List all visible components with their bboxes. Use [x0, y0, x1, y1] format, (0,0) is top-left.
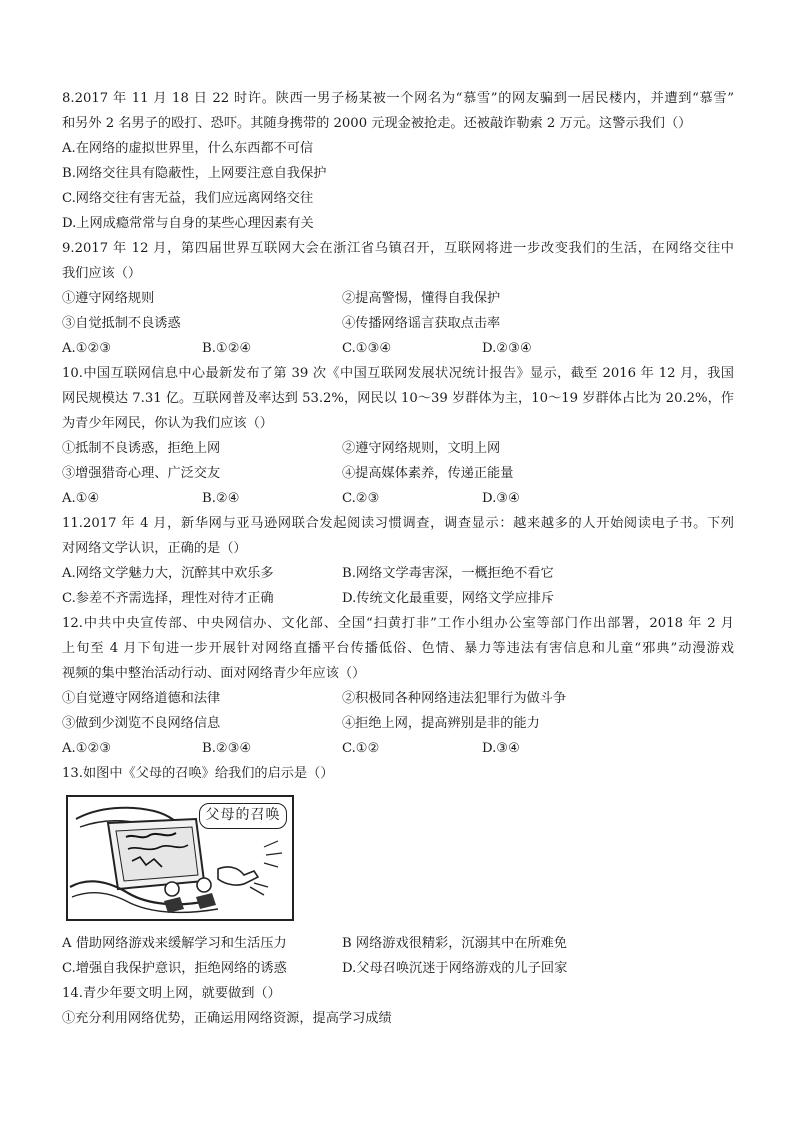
q9-choice-d: D.②③④	[482, 341, 532, 356]
q10-choice-c: C.②③	[342, 491, 380, 506]
q9-stem-line-1: 9.2017 年 12 月，第四届世界互联网大会在浙江省乌镇召开，互联网将进一步改变我们的生活，在网络交往中	[62, 241, 734, 256]
q13-option-b: B 网络游戏很精彩，沉溺其中在所难免	[342, 936, 567, 951]
q8-stem-line-1: 8.2017 年 11 月 18 日 22 时许。陕西一男子杨某被一个网名为“慕雪”的网友骗到一居民楼内，并遭到“慕雪”	[62, 91, 734, 106]
q11-stem-line-1: 11.2017 年 4 月，新华网与亚马逊网联合发起阅读习惯调查，调查显示：越来越多的人开始阅读电子书。下列	[62, 516, 734, 531]
q13-stem: 13.如图中《父母的召唤》给我们的启示是（）	[62, 766, 334, 781]
q12-item-4: ④拒绝上网，提高辨别是非的能力	[342, 716, 540, 731]
q10-item-1: ①抵制不良诱惑，拒绝上网	[62, 441, 221, 456]
q9-stem-line-2: 我们应该（）	[62, 266, 142, 281]
q12-stem-line-3: 视频的集中整治活动行动、面对网络青少年应该（）	[62, 666, 366, 681]
q10-choice-d: D.③④	[482, 491, 520, 506]
q12-choice-d: D.③④	[482, 741, 520, 756]
q12-choice-a: A.①②③	[62, 741, 112, 756]
q13-option-a: A 借助网络游戏来缓解学习和生活压力	[62, 936, 287, 951]
q12-stem-line-2: 上旬至 4 月下旬进一步开展针对网络直播平台传播低俗、色情、暴力等违法有害信息和儿童“邪典”动漫游戏	[62, 641, 734, 656]
q12-item-2: ②积极同各种网络违法犯罪行为做斗争	[342, 691, 567, 706]
q11-option-d: D.传统文化最重要，网络文学应排斥	[342, 591, 555, 606]
q10-item-4: ④提高媒体素养，传递正能量	[342, 466, 514, 481]
cartoon-image	[66, 795, 294, 921]
q9-item-4: ④传播网络谣言获取点击率	[342, 316, 501, 331]
q10-choice-a: A.①④	[62, 491, 100, 506]
q11-stem-line-2: 对网络文学认识，正确的是（）	[62, 541, 247, 556]
q11-option-a: A.网络文学魅力大，沉醉其中欢乐多	[62, 566, 274, 581]
q13-option-c: C.增强自我保护意识，拒绝网络的诱惑	[62, 961, 287, 976]
q9-choice-b: B.①②④	[202, 341, 252, 356]
q13-option-d: D.父母召唤沉迷于网络游戏的儿子回家	[342, 961, 568, 976]
q10-stem-line-1: 10.中国互联网信息中心最新发布了第 39 次《中国互联网发展状况统计报告》显示，截至 2016 年 12 月，我国	[62, 366, 734, 381]
q10-choice-b: B.②④	[202, 491, 240, 506]
q9-item-1: ①遵守网络规则	[62, 291, 155, 306]
q10-item-2: ②遵守网络规则，文明上网	[342, 441, 501, 456]
q11-option-c: C.参差不齐需选择，理性对待才正确	[62, 591, 274, 606]
q8-option-c: C.网络交往有害无益，我们应远离网络交往	[62, 191, 314, 206]
q14-stem: 14.青少年要文明上网，就要做到（）	[62, 986, 281, 1001]
q12-choice-c: C.①②	[342, 741, 380, 756]
q9-choice-c: C.①③④	[342, 341, 392, 356]
q10-stem-line-3: 为青少年网民，你认为我们应该（）	[62, 416, 273, 431]
q10-item-3: ③增强猎奇心理、广泛交友	[62, 466, 221, 481]
q9-choice-a: A.①②③	[62, 341, 112, 356]
q8-option-d: D.上网成瘾常常与自身的某些心理因素有关	[62, 216, 314, 231]
q12-stem-line-1: 12.中共中央宣传部、中央网信办、文化部、全国“扫黄打非”工作小组办公室等部门作出部署，2018 年 2 月	[62, 616, 734, 631]
q8-stem-line-2: 和另外 2 名男子的殴打、恐吓。其随身携带的 2000 元现金被抢走。还被敲诈勒索 2 万元。这警示我们（）	[62, 116, 692, 131]
q12-item-1: ①自觉遵守网络道德和法律	[62, 691, 221, 706]
q12-choice-b: B.②③④	[202, 741, 252, 756]
q14-item-1: ①充分利用网络优势，正确运用网络资源，提高学习成绩	[62, 1011, 392, 1026]
q10-stem-line-2: 网民规模达 7.31 亿。互联网普及率达到 53.2%，网民以 10～39 岁群体为主，10～19 岁群体占比为 20.2%，作	[62, 391, 734, 406]
q12-item-3: ③做到少浏览不良网络信息	[62, 716, 221, 731]
q11-option-b: B.网络文学毒害深，一概拒绝不看它	[342, 566, 554, 581]
q8-option-b: B.网络交往具有隐蔽性，上网要注意自我保护	[62, 166, 327, 181]
q8-option-a: A.在网络的虚拟世界里，什么东西都不可信	[62, 141, 314, 156]
cartoon-title: 父母的召唤	[199, 803, 287, 829]
q9-item-3: ③自觉抵制不良诱惑	[62, 316, 181, 331]
q9-item-2: ②提高警惕，懂得自我保护	[342, 291, 501, 306]
